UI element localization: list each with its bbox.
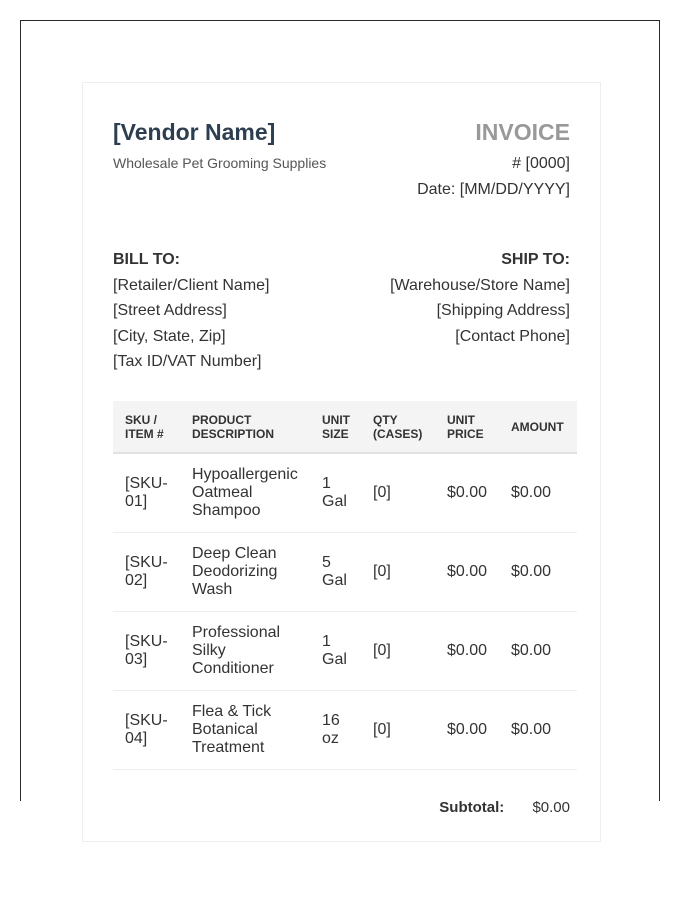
cell-amount: $0.00 xyxy=(499,690,577,769)
ship-to-phone: [Contact Phone] xyxy=(455,327,570,345)
invoice-title: INVOICE xyxy=(475,119,570,145)
cell-description: Flea & Tick Botanical Treatment xyxy=(180,690,310,769)
cell-amount: $0.00 xyxy=(499,453,577,532)
cell-unit-size: 16 oz xyxy=(310,690,361,769)
bill-to-block xyxy=(113,247,270,375)
cell-unit-price: $0.00 xyxy=(435,532,499,611)
cell-qty: [0] xyxy=(361,690,435,769)
table-row xyxy=(113,611,577,690)
ship-to-warehouse: [Warehouse/Store Name] xyxy=(390,276,570,294)
cell-sku: [SKU-01] xyxy=(113,453,180,532)
cell-unit-price: $0.00 xyxy=(435,690,499,769)
vendor-tagline: Wholesale Pet Grooming Supplies xyxy=(113,155,327,171)
header-unit-size: UNIT SIZE xyxy=(310,401,361,453)
table-row xyxy=(113,453,577,532)
cell-sku: [SKU-02] xyxy=(113,532,180,611)
subtotal-label: Subtotal: xyxy=(439,799,505,816)
invoice-date: Date: [MM/DD/YYYY] xyxy=(417,181,570,198)
bill-to-street: [Street Address] xyxy=(113,302,227,319)
line-items-table xyxy=(113,401,577,770)
cell-unit-size: 5 Gal xyxy=(310,532,361,611)
cell-unit-size: 1 Gal xyxy=(310,611,361,690)
cell-unit-price: $0.00 xyxy=(435,453,499,532)
cell-amount: $0.00 xyxy=(499,611,577,690)
cell-description: Deep Clean Deodorizing Wash xyxy=(180,532,310,611)
table-row xyxy=(113,532,577,611)
document-viewport[interactable] xyxy=(20,20,660,816)
bill-to-client-name: [Retailer/Client Name] xyxy=(113,276,270,294)
table-row xyxy=(113,690,577,769)
cell-unit-size: 1 Gal xyxy=(310,453,361,532)
header-qty: QTY (CASES) xyxy=(361,401,435,453)
header-sku: SKU / ITEM # xyxy=(113,401,180,453)
bill-to-heading: BILL TO: xyxy=(113,251,180,268)
cell-sku: [SKU-04] xyxy=(113,690,180,769)
header-description: PRODUCT DESCRIPTION xyxy=(180,401,310,453)
invoice-number: # [0000] xyxy=(512,155,570,172)
vendor-name: [Vendor Name] xyxy=(113,119,276,145)
bill-to-city: [City, State, Zip] xyxy=(113,327,226,345)
cell-qty: [0] xyxy=(361,532,435,611)
subtotal-value: $0.00 xyxy=(532,799,570,816)
cell-description: Hypoallergenic Oatmeal Shampoo xyxy=(180,453,310,532)
header-unit-price: UNIT PRICE xyxy=(435,401,499,453)
cell-unit-price: $0.00 xyxy=(435,611,499,690)
ship-to-address: [Shipping Address] xyxy=(436,302,570,319)
cell-amount: $0.00 xyxy=(499,532,577,611)
header-amount: AMOUNT xyxy=(499,401,577,453)
cell-description: Professional Silky Conditioner xyxy=(180,611,310,690)
ship-to-heading: SHIP TO: xyxy=(501,251,570,268)
cell-qty: [0] xyxy=(361,453,435,532)
subtotal-row xyxy=(439,799,570,816)
cell-qty: [0] xyxy=(361,611,435,690)
table-header-row xyxy=(113,401,577,453)
cell-sku: [SKU-03] xyxy=(113,611,180,690)
invoice-paper xyxy=(82,82,601,842)
bill-to-tax-id: [Tax ID/VAT Number] xyxy=(113,353,262,370)
ship-to-block xyxy=(390,247,570,349)
